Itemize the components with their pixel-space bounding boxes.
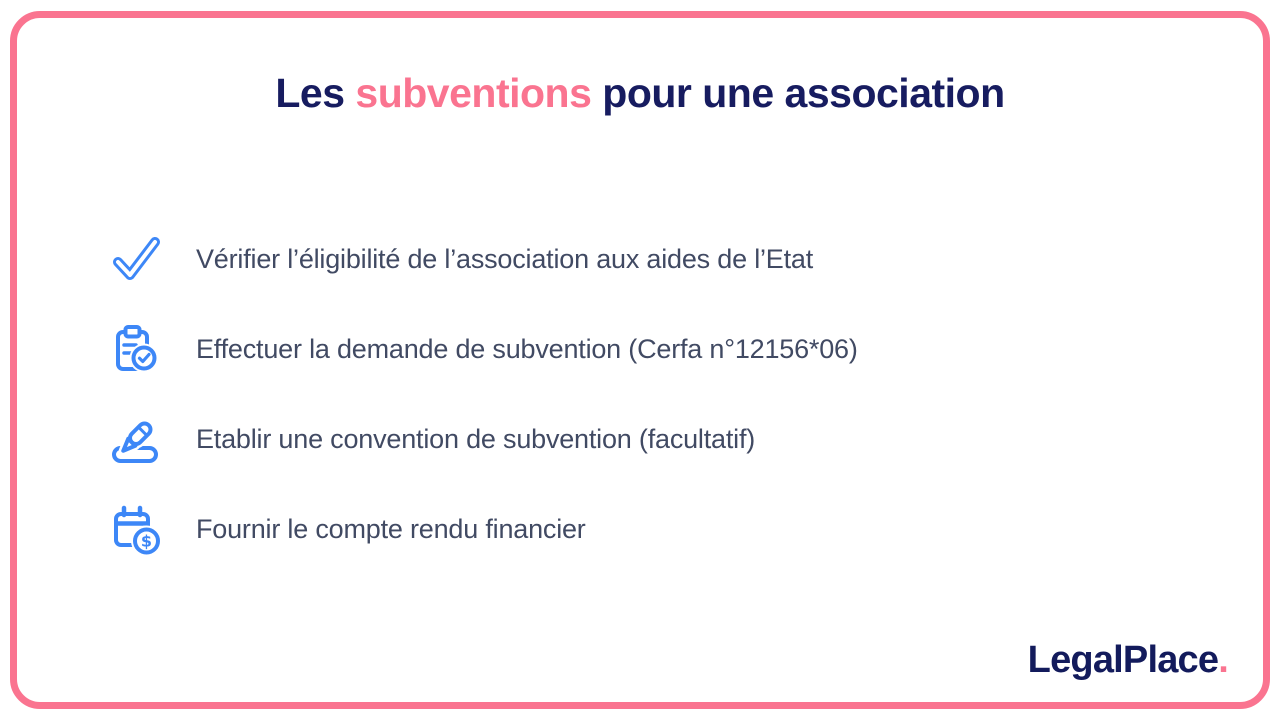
list-item (110, 322, 858, 376)
pen-edit-icon (110, 413, 162, 465)
list-item-label: Fournir le compte rendu financier (196, 513, 586, 544)
title-highlight: subventions (355, 70, 592, 116)
logo-dot: . (1218, 639, 1228, 681)
page-title (0, 70, 1280, 117)
list-item (110, 232, 858, 286)
list-item-label: Etablir une convention de subvention (facultatif) (196, 423, 756, 454)
title-suffix: pour une association (591, 70, 1005, 116)
title-prefix: Les (275, 70, 356, 116)
checklist (110, 232, 858, 556)
list-item (110, 502, 858, 556)
list-item-label: Vérifier l’éligibilité de l’association aux aides de l’Etat (196, 243, 814, 274)
calendar-finance-icon (110, 503, 162, 555)
logo-text: LegalPlace (1027, 639, 1219, 681)
clipboard-check-icon (110, 323, 162, 375)
list-item-label: Effectuer la demande de subvention (Cerfa n°12156*06) (196, 333, 858, 364)
list-item (110, 412, 858, 466)
legalplace-logo (1028, 639, 1228, 682)
check-icon (110, 233, 162, 285)
